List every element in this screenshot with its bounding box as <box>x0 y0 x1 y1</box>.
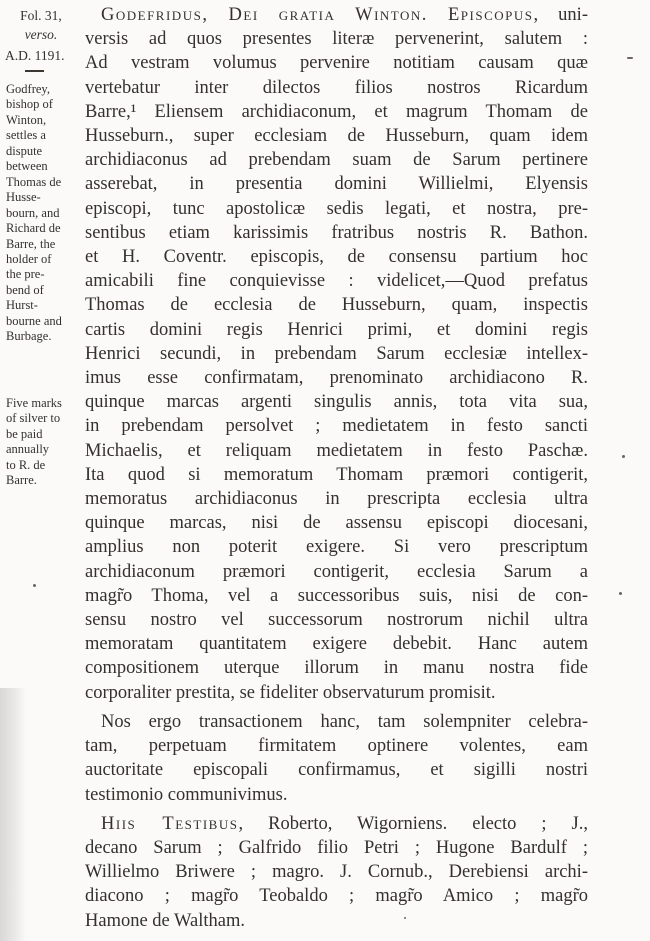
scan-edge-shadow <box>0 688 26 941</box>
text-line: corporaliter prestita, se fideliter observaturum promisit. <box>85 682 496 703</box>
text-line: vertebatur inter dilectos filios nostros Ricardum <box>85 77 588 98</box>
text-line: archidiaconus ad prebendam suam de Sarum pertinere <box>85 150 588 171</box>
margin-note-line: Burbage. <box>6 329 52 344</box>
text-line: quinque marcas argenti singulis annis, tota vita sua, <box>85 392 588 413</box>
margin-note-line: of silver to <box>6 411 61 426</box>
margin-rule-divider <box>25 70 44 72</box>
text-line: Husseburn., super ecclesiam de Husseburn, quam idem <box>85 126 588 147</box>
text-line: auctoritate episcopali confirmamus, et sigilli nostri <box>85 760 588 781</box>
margin-note-line: Winton, <box>6 112 47 127</box>
text-line: memoratus archidiaconus in prescripta ecclesia ultra <box>85 489 588 510</box>
text-line <box>85 812 588 836</box>
text-line: diacono ; magr̃o Teobaldo ; magr̃o Amico ; magr̃o <box>85 886 588 907</box>
text-line <box>85 3 588 27</box>
scan-speck <box>622 455 625 458</box>
margin-note-line: Five marks <box>6 396 62 410</box>
margin-note-line: bourn, and <box>6 205 60 220</box>
text-line: memoratam quantitatem exigere debebit. Hanc autem <box>85 634 588 655</box>
text-line: asserebat, in presentia domini Willielmi, Elyensis <box>85 174 588 195</box>
text-line: compositionem uterque illorum in manu nostra fide <box>85 658 588 679</box>
folio-note <box>8 6 74 44</box>
text-line: amplius non poterit exigere. Si vero prescriptum <box>85 537 588 558</box>
paragraph <box>85 3 588 705</box>
margin-note-line: Barre. <box>6 473 37 488</box>
text-line: Thomas de ecclesia de Husseburn, quam, inspectis <box>85 295 588 316</box>
text-line: sentibus etiam karissimis fratribus nostris R. Bathon. <box>85 222 588 243</box>
text-line: Barre,¹ Eliensem archidiaconum, et magrum Thomam de <box>85 101 588 122</box>
text-line: Nos ergo transactionem hanc, tam solempniter celebra- <box>101 711 588 732</box>
folio-verso: verso. <box>24 27 58 42</box>
margin-note-line: Husse- <box>6 190 41 205</box>
margin-note-line: annually <box>6 442 50 457</box>
margin-note-line: holder of <box>6 251 52 266</box>
text-line: Henrici secundi, in prebendam Sarum ecclesiæ intellex- <box>85 343 588 364</box>
margin-note-line: bourne and <box>6 313 62 328</box>
text-line: Ita quod si memoratum Thomam præmori contigerit, <box>85 464 588 485</box>
margin-note-line: Hurst- <box>6 298 38 313</box>
margin-note-line: dispute <box>6 143 43 158</box>
margin-note-line: to R. de <box>6 457 46 472</box>
text-line: archidiaconum præmori contigerit, ecclesia Sarum a <box>85 561 588 582</box>
margin-note-summary <box>6 82 82 345</box>
margin-note-payment <box>6 396 82 489</box>
paragraph <box>85 812 588 933</box>
body-text-segment: uni- <box>539 5 588 25</box>
text-line: decano Sarum ; Galfrido filio Petri ; Hugone Bardulf ; <box>85 837 588 858</box>
body-text <box>85 3 588 933</box>
text-line: Willielmo Briwere ; magro. J. Cornub., Derebiensi archi- <box>85 862 588 883</box>
paragraph <box>85 710 588 807</box>
margin-note-line: bend of <box>6 282 44 297</box>
margin-note-line: Barre, the <box>6 236 56 251</box>
body-text-segment: , Roberto, Wigorniens. electo ; J., <box>238 813 588 834</box>
margin-note-line: Thomas de <box>6 174 62 189</box>
margin-note-line: settles a <box>6 128 46 143</box>
text-line: sensu nostro vel successorum nostrorum nichil ultra <box>85 610 588 631</box>
text-line: versis ad quos presentes literæ pervenerint, salutem : <box>85 29 588 50</box>
text-line: Hamone de Waltham. <box>85 910 245 931</box>
text-line: quinque marcas, nisi de assensu episcopi diocesani, <box>85 513 588 534</box>
small-caps-text: Godefridus, Dei gratia Winton. Episcopus, <box>101 5 540 25</box>
text-line: amicabili fine conquievisse : videlicet,—Quod prefatus <box>85 271 588 292</box>
text-line: in prebendam persolvet ; medietatem in festo sancti <box>85 416 588 437</box>
margin-note-line: the pre- <box>6 267 45 282</box>
margin-note-line: Richard de <box>6 221 61 236</box>
small-caps-text: Hiis Testibus <box>101 813 239 834</box>
scan-speck <box>627 57 633 59</box>
scan-speck <box>404 917 406 919</box>
margin-note-line: Godfrey, <box>6 82 50 96</box>
text-line: magr̃o Thoma, vel a successoribus suis, nisi de con- <box>85 585 588 606</box>
margin-note-line: be paid <box>6 426 43 441</box>
scan-speck <box>619 592 622 595</box>
text-line: et H. Coventr. episcopis, de consensu partium hoc <box>85 247 588 268</box>
text-line: Ad vestram volumus pervenire notitiam causam quæ <box>85 53 588 74</box>
margin-note-line: bishop of <box>6 97 53 112</box>
folio-number: Fol. 31, <box>20 8 62 23</box>
text-line: cartis domini regis Henrici primi, et domini regis <box>85 319 588 340</box>
text-line: Michaelis, et reliquam medietatem in festo Paschæ. <box>85 440 588 461</box>
date-note: A.D. 1191. <box>5 48 65 63</box>
text-line: imus esse confirmatam, prenominato archidiacono R. <box>85 368 588 389</box>
margin-note-line: between <box>6 159 48 174</box>
text-line: testimonio communivimus. <box>85 784 288 805</box>
text-line: tam, perpetuam firmitatem optinere volentes, eam <box>85 736 588 757</box>
scan-speck <box>33 584 36 587</box>
text-line: episcopi, tunc apostolicæ sedis legati, et nostra, pre- <box>85 198 588 219</box>
